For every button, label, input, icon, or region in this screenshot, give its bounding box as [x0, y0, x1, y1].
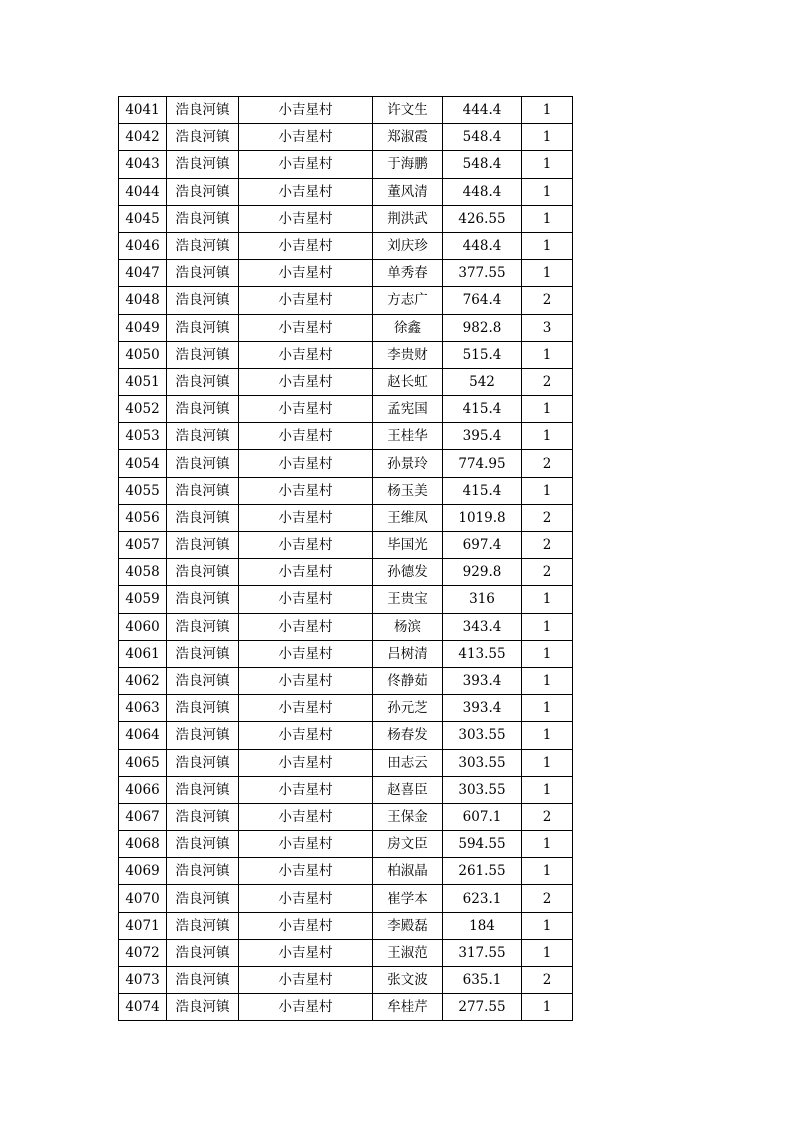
table-row	[119, 586, 573, 613]
town-cell: 浩良河镇	[167, 994, 239, 1021]
town-cell: 浩良河镇	[167, 858, 239, 885]
name-cell: 赵喜臣	[373, 776, 443, 803]
table-row	[119, 532, 573, 559]
table-row	[119, 314, 573, 341]
town-cell: 浩良河镇	[167, 151, 239, 178]
name-cell: 柏淑晶	[373, 858, 443, 885]
table-row	[119, 341, 573, 368]
village-cell: 小吉星村	[239, 559, 373, 586]
amount-cell: 277.55	[443, 994, 522, 1021]
table-row	[119, 939, 573, 966]
amount-cell: 448.4	[443, 232, 522, 259]
town-cell: 浩良河镇	[167, 803, 239, 830]
amount-cell: 697.4	[443, 532, 522, 559]
row-number-cell: 4052	[119, 396, 167, 423]
name-cell: 李殿磊	[373, 912, 443, 939]
row-number-cell: 4064	[119, 722, 167, 749]
count-cell: 1	[522, 939, 573, 966]
row-number-cell: 4044	[119, 178, 167, 205]
amount-cell: 764.4	[443, 287, 522, 314]
amount-cell: 444.4	[443, 97, 522, 124]
village-cell: 小吉星村	[239, 722, 373, 749]
name-cell: 王贵宝	[373, 586, 443, 613]
amount-cell: 635.1	[443, 967, 522, 994]
town-cell: 浩良河镇	[167, 613, 239, 640]
table-row	[119, 885, 573, 912]
town-cell: 浩良河镇	[167, 939, 239, 966]
name-cell: 佟静茹	[373, 667, 443, 694]
amount-cell: 548.4	[443, 151, 522, 178]
table-row	[119, 967, 573, 994]
row-number-cell: 4074	[119, 994, 167, 1021]
count-cell: 2	[522, 287, 573, 314]
row-number-cell: 4051	[119, 368, 167, 395]
town-cell: 浩良河镇	[167, 178, 239, 205]
amount-cell: 303.55	[443, 749, 522, 776]
row-number-cell: 4062	[119, 667, 167, 694]
row-number-cell: 4045	[119, 205, 167, 232]
row-number-cell: 4065	[119, 749, 167, 776]
village-cell: 小吉星村	[239, 232, 373, 259]
amount-cell: 415.4	[443, 477, 522, 504]
row-number-cell: 4046	[119, 232, 167, 259]
row-number-cell: 4057	[119, 532, 167, 559]
amount-cell: 929.8	[443, 559, 522, 586]
table-row	[119, 831, 573, 858]
table-body	[119, 97, 573, 1021]
row-number-cell: 4070	[119, 885, 167, 912]
amount-cell: 261.55	[443, 858, 522, 885]
table-row	[119, 504, 573, 531]
count-cell: 1	[522, 667, 573, 694]
row-number-cell: 4061	[119, 640, 167, 667]
town-cell: 浩良河镇	[167, 667, 239, 694]
village-cell: 小吉星村	[239, 151, 373, 178]
table-row	[119, 232, 573, 259]
count-cell: 1	[522, 586, 573, 613]
name-cell: 杨玉美	[373, 477, 443, 504]
table-row	[119, 151, 573, 178]
village-cell: 小吉星村	[239, 532, 373, 559]
name-cell: 王淑范	[373, 939, 443, 966]
table-row	[119, 260, 573, 287]
amount-cell: 303.55	[443, 776, 522, 803]
name-cell: 赵长虹	[373, 368, 443, 395]
village-cell: 小吉星村	[239, 939, 373, 966]
amount-cell: 393.4	[443, 695, 522, 722]
table-row	[119, 858, 573, 885]
amount-cell: 413.55	[443, 640, 522, 667]
table-row	[119, 640, 573, 667]
amount-cell: 1019.8	[443, 504, 522, 531]
name-cell: 于海鹏	[373, 151, 443, 178]
name-cell: 孙元芝	[373, 695, 443, 722]
table-row	[119, 287, 573, 314]
village-cell: 小吉星村	[239, 368, 373, 395]
village-cell: 小吉星村	[239, 341, 373, 368]
village-cell: 小吉星村	[239, 287, 373, 314]
name-cell: 李贵财	[373, 341, 443, 368]
count-cell: 1	[522, 178, 573, 205]
count-cell: 2	[522, 559, 573, 586]
table-row	[119, 396, 573, 423]
count-cell: 1	[522, 776, 573, 803]
village-cell: 小吉星村	[239, 477, 373, 504]
row-number-cell: 4069	[119, 858, 167, 885]
town-cell: 浩良河镇	[167, 205, 239, 232]
town-cell: 浩良河镇	[167, 912, 239, 939]
town-cell: 浩良河镇	[167, 831, 239, 858]
table-row	[119, 477, 573, 504]
name-cell: 许文生	[373, 97, 443, 124]
name-cell: 吕树清	[373, 640, 443, 667]
amount-cell: 515.4	[443, 341, 522, 368]
amount-cell: 395.4	[443, 423, 522, 450]
row-number-cell: 4058	[119, 559, 167, 586]
town-cell: 浩良河镇	[167, 532, 239, 559]
data-table	[118, 96, 573, 1021]
village-cell: 小吉星村	[239, 423, 373, 450]
table-row	[119, 776, 573, 803]
amount-cell: 594.55	[443, 831, 522, 858]
table-row	[119, 722, 573, 749]
table-row	[119, 368, 573, 395]
name-cell: 王维凤	[373, 504, 443, 531]
town-cell: 浩良河镇	[167, 749, 239, 776]
name-cell: 王桂华	[373, 423, 443, 450]
row-number-cell: 4042	[119, 124, 167, 151]
count-cell: 2	[522, 532, 573, 559]
town-cell: 浩良河镇	[167, 504, 239, 531]
count-cell: 2	[522, 885, 573, 912]
count-cell: 2	[522, 368, 573, 395]
table-row	[119, 667, 573, 694]
town-cell: 浩良河镇	[167, 368, 239, 395]
village-cell: 小吉星村	[239, 260, 373, 287]
count-cell: 1	[522, 613, 573, 640]
count-cell: 1	[522, 994, 573, 1021]
name-cell: 孙德发	[373, 559, 443, 586]
name-cell: 孙景玲	[373, 450, 443, 477]
amount-cell: 184	[443, 912, 522, 939]
row-number-cell: 4053	[119, 423, 167, 450]
table-row	[119, 613, 573, 640]
row-number-cell: 4050	[119, 341, 167, 368]
town-cell: 浩良河镇	[167, 341, 239, 368]
row-number-cell: 4066	[119, 776, 167, 803]
village-cell: 小吉星村	[239, 178, 373, 205]
name-cell: 徐鑫	[373, 314, 443, 341]
village-cell: 小吉星村	[239, 749, 373, 776]
name-cell: 郑淑霞	[373, 124, 443, 151]
village-cell: 小吉星村	[239, 586, 373, 613]
name-cell: 田志云	[373, 749, 443, 776]
row-number-cell: 4047	[119, 260, 167, 287]
amount-cell: 316	[443, 586, 522, 613]
name-cell: 孟宪国	[373, 396, 443, 423]
village-cell: 小吉星村	[239, 885, 373, 912]
count-cell: 1	[522, 124, 573, 151]
table-row	[119, 559, 573, 586]
row-number-cell: 4048	[119, 287, 167, 314]
amount-cell: 303.55	[443, 722, 522, 749]
town-cell: 浩良河镇	[167, 640, 239, 667]
row-number-cell: 4054	[119, 450, 167, 477]
village-cell: 小吉星村	[239, 858, 373, 885]
row-number-cell: 4049	[119, 314, 167, 341]
count-cell: 1	[522, 477, 573, 504]
town-cell: 浩良河镇	[167, 695, 239, 722]
count-cell: 2	[522, 967, 573, 994]
town-cell: 浩良河镇	[167, 314, 239, 341]
table-row	[119, 124, 573, 151]
village-cell: 小吉星村	[239, 205, 373, 232]
amount-cell: 317.55	[443, 939, 522, 966]
name-cell: 杨滨	[373, 613, 443, 640]
name-cell: 刘庆珍	[373, 232, 443, 259]
amount-cell: 774.95	[443, 450, 522, 477]
table-row	[119, 205, 573, 232]
count-cell: 1	[522, 695, 573, 722]
amount-cell: 542	[443, 368, 522, 395]
count-cell: 1	[522, 858, 573, 885]
row-number-cell: 4055	[119, 477, 167, 504]
count-cell: 2	[522, 504, 573, 531]
count-cell: 1	[522, 423, 573, 450]
table-row	[119, 178, 573, 205]
village-cell: 小吉星村	[239, 450, 373, 477]
amount-cell: 982.8	[443, 314, 522, 341]
village-cell: 小吉星村	[239, 831, 373, 858]
count-cell: 1	[522, 749, 573, 776]
table-row	[119, 912, 573, 939]
count-cell: 1	[522, 722, 573, 749]
row-number-cell: 4072	[119, 939, 167, 966]
row-number-cell: 4043	[119, 151, 167, 178]
village-cell: 小吉星村	[239, 396, 373, 423]
name-cell: 王保金	[373, 803, 443, 830]
name-cell: 单秀春	[373, 260, 443, 287]
town-cell: 浩良河镇	[167, 260, 239, 287]
name-cell: 牟桂芹	[373, 994, 443, 1021]
name-cell: 方志广	[373, 287, 443, 314]
amount-cell: 415.4	[443, 396, 522, 423]
village-cell: 小吉星村	[239, 504, 373, 531]
name-cell: 崔学本	[373, 885, 443, 912]
village-cell: 小吉星村	[239, 912, 373, 939]
count-cell: 2	[522, 803, 573, 830]
village-cell: 小吉星村	[239, 803, 373, 830]
village-cell: 小吉星村	[239, 967, 373, 994]
town-cell: 浩良河镇	[167, 967, 239, 994]
village-cell: 小吉星村	[239, 667, 373, 694]
count-cell: 1	[522, 260, 573, 287]
village-cell: 小吉星村	[239, 776, 373, 803]
count-cell: 1	[522, 912, 573, 939]
town-cell: 浩良河镇	[167, 477, 239, 504]
row-number-cell: 4067	[119, 803, 167, 830]
table-row	[119, 423, 573, 450]
name-cell: 房文臣	[373, 831, 443, 858]
amount-cell: 607.1	[443, 803, 522, 830]
name-cell: 荆洪武	[373, 205, 443, 232]
count-cell: 1	[522, 205, 573, 232]
table-row	[119, 450, 573, 477]
village-cell: 小吉星村	[239, 613, 373, 640]
village-cell: 小吉星村	[239, 695, 373, 722]
count-cell: 1	[522, 151, 573, 178]
row-number-cell: 4063	[119, 695, 167, 722]
town-cell: 浩良河镇	[167, 232, 239, 259]
town-cell: 浩良河镇	[167, 97, 239, 124]
row-number-cell: 4059	[119, 586, 167, 613]
town-cell: 浩良河镇	[167, 722, 239, 749]
town-cell: 浩良河镇	[167, 450, 239, 477]
amount-cell: 623.1	[443, 885, 522, 912]
row-number-cell: 4068	[119, 831, 167, 858]
row-number-cell: 4056	[119, 504, 167, 531]
town-cell: 浩良河镇	[167, 559, 239, 586]
count-cell: 1	[522, 640, 573, 667]
amount-cell: 343.4	[443, 613, 522, 640]
town-cell: 浩良河镇	[167, 396, 239, 423]
table-row	[119, 994, 573, 1021]
amount-cell: 548.4	[443, 124, 522, 151]
name-cell: 杨春发	[373, 722, 443, 749]
village-cell: 小吉星村	[239, 314, 373, 341]
amount-cell: 377.55	[443, 260, 522, 287]
town-cell: 浩良河镇	[167, 885, 239, 912]
count-cell: 1	[522, 831, 573, 858]
town-cell: 浩良河镇	[167, 776, 239, 803]
amount-cell: 448.4	[443, 178, 522, 205]
name-cell: 张文波	[373, 967, 443, 994]
count-cell: 1	[522, 232, 573, 259]
count-cell: 1	[522, 341, 573, 368]
town-cell: 浩良河镇	[167, 124, 239, 151]
name-cell: 毕国光	[373, 532, 443, 559]
row-number-cell: 4071	[119, 912, 167, 939]
village-cell: 小吉星村	[239, 994, 373, 1021]
name-cell: 董风清	[373, 178, 443, 205]
amount-cell: 426.55	[443, 205, 522, 232]
row-number-cell: 4041	[119, 97, 167, 124]
village-cell: 小吉星村	[239, 97, 373, 124]
table-row	[119, 749, 573, 776]
table-row	[119, 803, 573, 830]
row-number-cell: 4073	[119, 967, 167, 994]
count-cell: 1	[522, 396, 573, 423]
town-cell: 浩良河镇	[167, 586, 239, 613]
village-cell: 小吉星村	[239, 640, 373, 667]
count-cell: 3	[522, 314, 573, 341]
count-cell: 2	[522, 450, 573, 477]
amount-cell: 393.4	[443, 667, 522, 694]
town-cell: 浩良河镇	[167, 287, 239, 314]
town-cell: 浩良河镇	[167, 423, 239, 450]
table-row	[119, 695, 573, 722]
row-number-cell: 4060	[119, 613, 167, 640]
village-cell: 小吉星村	[239, 124, 373, 151]
table-row	[119, 97, 573, 124]
count-cell: 1	[522, 97, 573, 124]
